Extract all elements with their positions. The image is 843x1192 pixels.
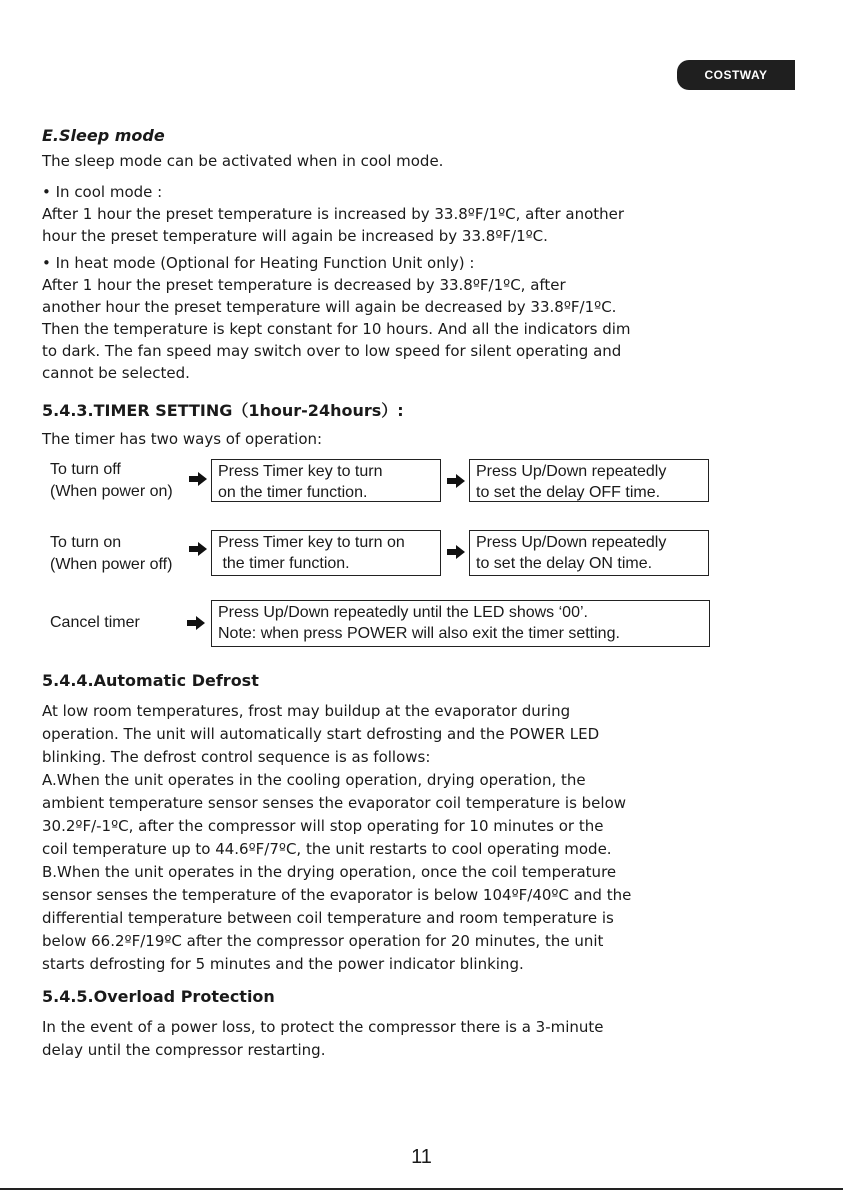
flow-step-line: to set the delay ON time. <box>476 555 653 572</box>
flow-step-box <box>211 530 441 576</box>
defrost-line: starts defrosting for 5 minutes and the power indicator blinking. <box>42 955 524 973</box>
defrost-line: 30.2ºF/-1ºC, after the compressor will stop operating for 10 minutes or the <box>42 817 604 835</box>
flow-step-line: Press Up/Down repeatedly <box>476 534 667 551</box>
arrow-right-icon <box>447 474 465 488</box>
defrost-line: ambient temperature sensor senses the evaporator coil temperature is below <box>42 794 627 812</box>
heat-mode-line: Then the temperature is kept constant for 10 hours. And all the indicators dim <box>42 320 631 338</box>
arrow-right-icon <box>189 472 207 486</box>
defrost-line: coil temperature up to 44.6ºF/7ºC, the unit restarts to cool operating mode. <box>42 840 612 858</box>
cool-mode-line: After 1 hour the preset temperature is increased by 33.8ºF/1ºC, after another <box>42 205 625 223</box>
page-number: 11 <box>411 1146 432 1168</box>
cancel-timer-label: Cancel timer <box>50 614 140 631</box>
flow-step-line: Press Up/Down repeatedly <box>476 463 667 480</box>
timer-heading: 5.4.3.TIMER SETTING（1hour-24hours）: <box>42 401 404 420</box>
overload-heading: 5.4.5.Overload Protection <box>42 987 275 1006</box>
flow-step-line: Press Timer key to turn <box>218 463 383 480</box>
overload-line: In the event of a power loss, to protect the compressor there is a 3-minute <box>42 1018 604 1036</box>
arrow-right-icon <box>187 616 205 630</box>
heat-mode-line: another hour the preset temperature will again be decreased by 33.8ºF/1ºC. <box>42 298 617 316</box>
heat-mode-bullet: • In heat mode (Optional for Heating Function Unit only) : <box>42 254 475 272</box>
cancel-timer-box <box>211 600 710 647</box>
flow-step-line: the timer function. <box>218 555 350 572</box>
flow-step-box <box>211 459 441 502</box>
defrost-line: At low room temperatures, frost may buildup at the evaporator during <box>42 702 571 720</box>
defrost-line: blinking. The defrost control sequence is as follows: <box>42 748 431 766</box>
defrost-line: A.When the unit operates in the cooling operation, drying operation, the <box>42 771 586 789</box>
timer-intro: The timer has two ways of operation: <box>42 430 323 448</box>
sleep-intro: The sleep mode can be activated when in cool mode. <box>42 152 444 170</box>
defrost-line: differential temperature between coil temperature and room temperature is <box>42 909 614 927</box>
defrost-heading: 5.4.4.Automatic Defrost <box>42 671 259 690</box>
arrow-right-icon <box>447 545 465 559</box>
sleep-mode-heading: E.Sleep mode <box>42 126 165 145</box>
heat-mode-line: cannot be selected. <box>42 364 190 382</box>
heat-mode-line: After 1 hour the preset temperature is decreased by 33.8ºF/1ºC, after <box>42 276 566 294</box>
cancel-timer-line: Press Up/Down repeatedly until the LED shows ‘00’. <box>218 604 588 621</box>
cool-mode-line: hour the preset temperature will again be increased by 33.8ºF/1ºC. <box>42 227 548 245</box>
brand-logo: COSTWAY <box>677 60 795 90</box>
defrost-line: B.When the unit operates in the drying operation, once the coil temperature <box>42 863 617 881</box>
cancel-timer-line: Note: when press POWER will also exit the timer setting. <box>218 625 620 642</box>
flow-step-line: to set the delay OFF time. <box>476 484 661 501</box>
defrost-line: sensor senses the temperature of the evaporator is below 104ºF/40ºC and the <box>42 886 632 904</box>
cool-mode-bullet: • In cool mode : <box>42 183 163 201</box>
bottom-divider <box>0 1188 843 1190</box>
defrost-line: below 66.2ºF/19ºC after the compressor operation for 20 minutes, the unit <box>42 932 604 950</box>
defrost-line: operation. The unit will automatically start defrosting and the POWER LED <box>42 725 600 743</box>
flow-label: To turn off <box>50 461 121 478</box>
flow-label: To turn on <box>50 534 122 551</box>
flow-step-box <box>469 530 709 576</box>
flow-label: (When power off) <box>50 556 173 573</box>
overload-line: delay until the compressor restarting. <box>42 1041 326 1059</box>
flow-step-line: on the timer function. <box>218 484 368 501</box>
flow-step-box <box>469 459 709 502</box>
arrow-right-icon <box>189 542 207 556</box>
flow-label: (When power on) <box>50 483 173 500</box>
flow-step-line: Press Timer key to turn on <box>218 534 405 551</box>
heat-mode-line: to dark. The fan speed may switch over to low speed for silent operating and <box>42 342 622 360</box>
